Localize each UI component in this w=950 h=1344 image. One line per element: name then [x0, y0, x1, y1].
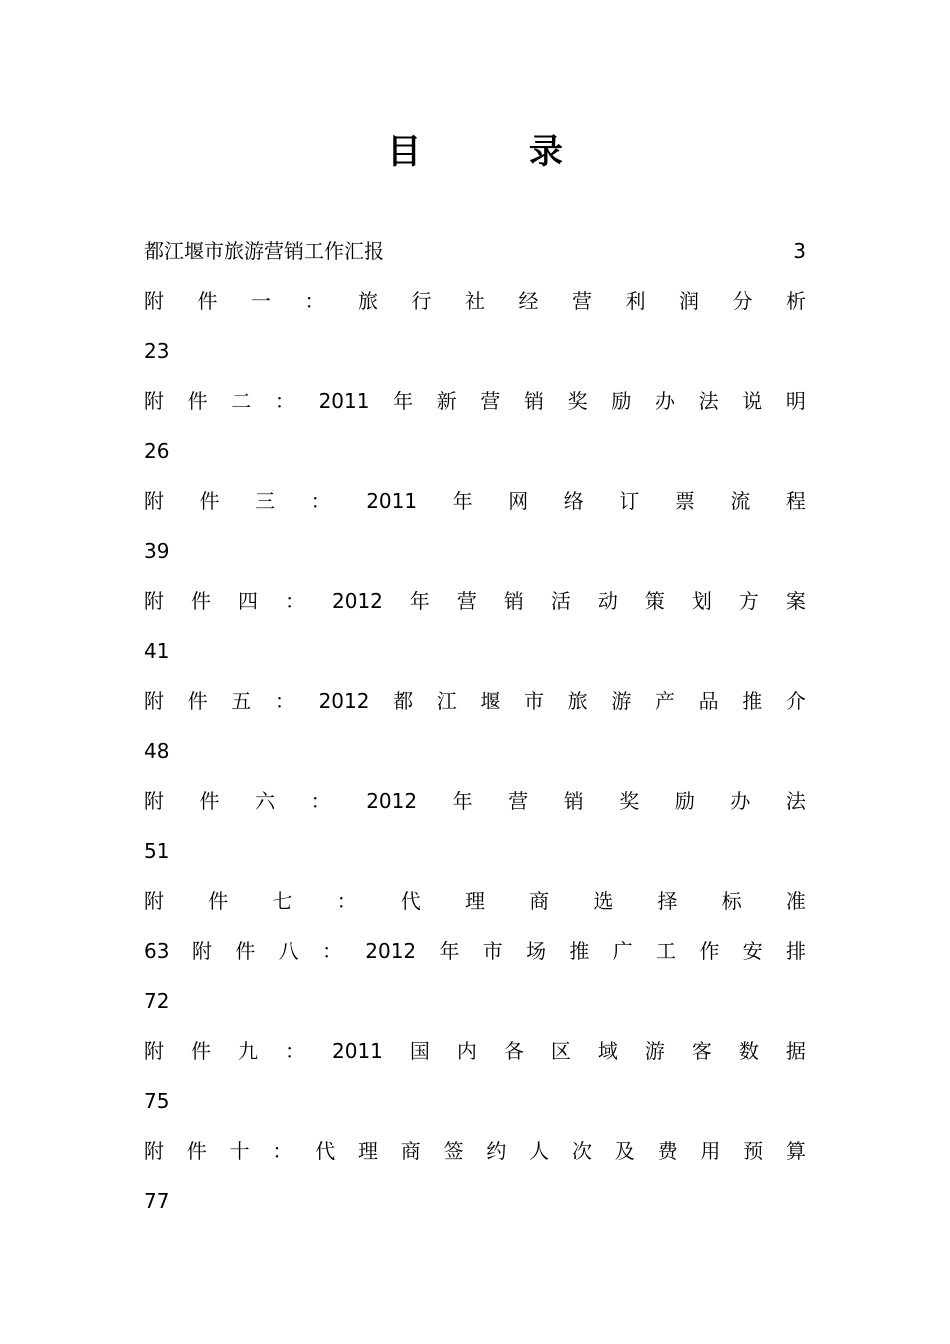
toc-entry[interactable]: 附 件 六 ： 2012 年 营 销 奖 励 办 法	[144, 789, 806, 813]
toc-entry[interactable]: 附 件 八 ： 2012 年 市 场 推 广 工 作 安 排	[192, 939, 806, 963]
toc-entry[interactable]	[144, 236, 806, 266]
toc-entry-text: 都江堰市旅游营销工作汇报	[144, 239, 384, 263]
toc-entry[interactable]: 附 件 二 ： 2011 年 新 营 销 奖 励 办 法 说 明	[144, 389, 806, 413]
toc-page-number: 26	[144, 439, 170, 463]
toc-entry[interactable]: 附 件 七 ： 代 理 商 选 择 标 准	[144, 889, 806, 913]
toc-entry[interactable]: 附 件 五 ： 2012 都 江 堰 市 旅 游 产 品 推 介	[144, 689, 806, 713]
toc-entry[interactable]: 附 件 一 ： 旅 行 社 经 营 利 润 分 析	[144, 289, 806, 313]
toc-entry[interactable]: 附 件 三 ： 2011 年 网 络 订 票 流 程	[144, 489, 806, 513]
toc-page-number: 41	[144, 639, 170, 663]
toc-page-number: 39	[144, 539, 170, 563]
toc-page-number: 75	[144, 1089, 170, 1113]
page-title: 目 录	[387, 132, 611, 172]
toc-page-number: 3	[793, 239, 806, 263]
toc-entry[interactable]: 附 件 四 ： 2012 年 营 销 活 动 策 划 方 案	[144, 589, 806, 613]
toc-page-number: 48	[144, 739, 170, 763]
toc-page-number: 72	[144, 989, 170, 1013]
toc-page-number: 23	[144, 339, 170, 363]
toc-page-number: 51	[144, 839, 170, 863]
toc-entry[interactable]: 附 件 十 ： 代 理 商 签 约 人 次 及 费 用 预 算	[144, 1139, 806, 1163]
toc-page-number: 63	[144, 939, 170, 963]
toc-entry[interactable]: 附 件 九 ： 2011 国 内 各 区 域 游 客 数 据	[144, 1039, 806, 1063]
toc-page-number: 77	[144, 1189, 170, 1213]
